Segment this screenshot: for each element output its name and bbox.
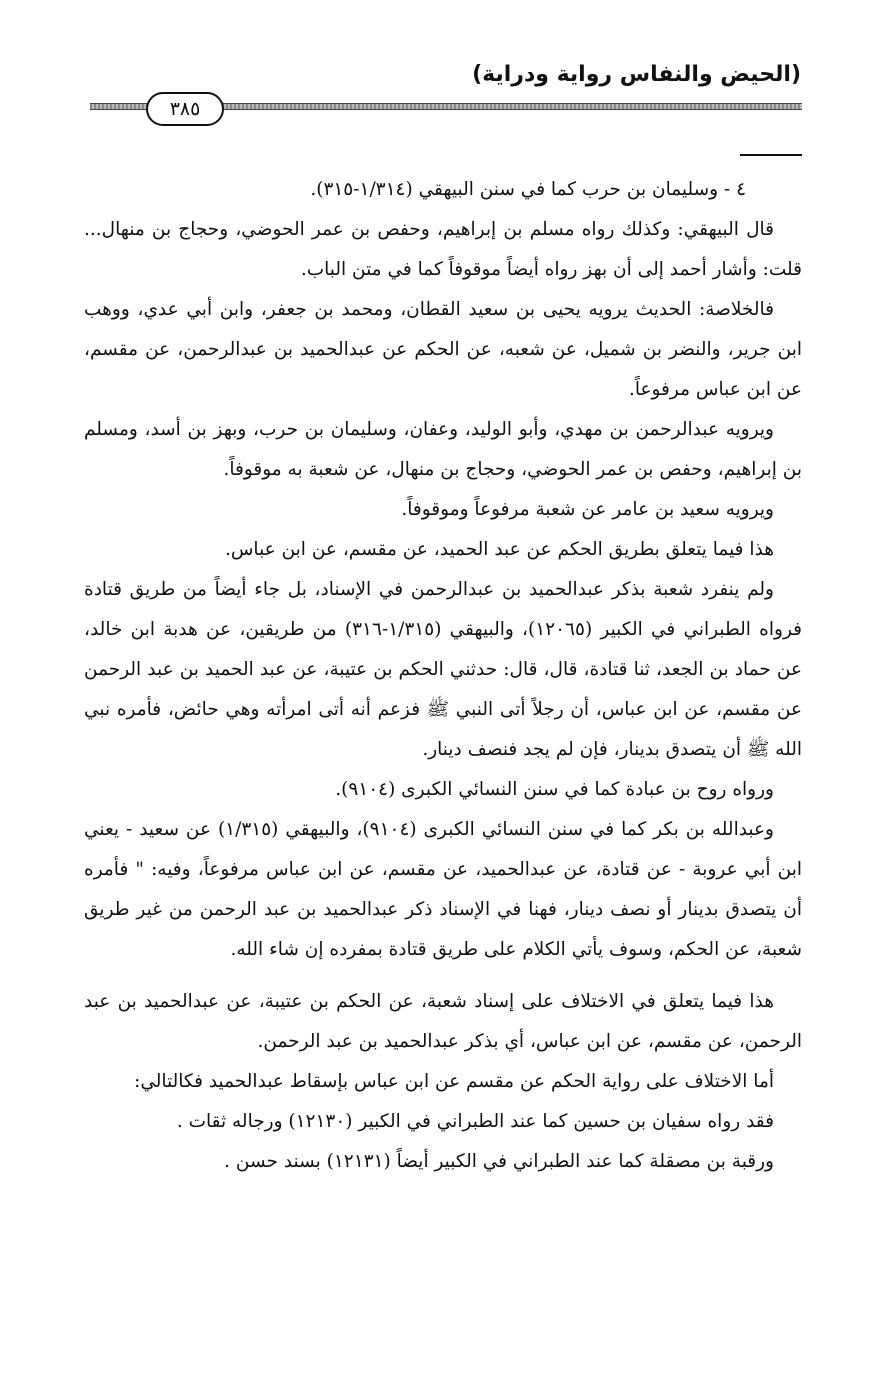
paragraph: ويرويه سعيد بن عامر عن شعبة مرفوعاً وموقوفاً. [401,499,774,520]
footnote-divider [740,154,802,156]
paragraph: ٤ - وسليمان بن حرب كما في سنن البيهقي (١/٣١٤-٣١٥). [310,179,746,200]
paragraph: ورواه روح بن عبادة كما في سنن النسائي الكبرى (٩١٠٤). [335,779,774,800]
paragraph: أما الاختلاف على رواية الحكم عن مقسم عن ابن عباس بإسقاط عبدالحميد فكالتالي: [134,1071,774,1092]
paragraph: هذا فيما يتعلق بطريق الحكم عن عبد الحميد، عن مقسم، عن ابن عباس. [224,539,774,560]
running-header-title: (الحيض والنفاس رواية ودراية) [472,62,801,87]
paragraph: فالخلاصة: الحديث يرويه يحيى بن سعيد القطان، ومحمد بن جعفر، وابن أبي عدي، ووهب ابن جرير، والنضر بن شميل، عن شعبه، عن الحكم عن عبدالحميد بن عبدالرحمن، عن مقسم، عن ابن عباس مرفوعاً. [84,299,802,400]
page-number: ٣٨٥ [146,92,224,126]
paragraph: وعبدالله بن بكر كما في سنن النسائي الكبرى (٩١٠٤)، والبيهقي (١/٣١٥) عن سعيد - يعني ابن أبي عروبة - عن قتادة، عن عبدالحميد، عن مقسم، عن ابن عباس مرفوعاً، وفيه: " فأمره أن يتصدق بدينار أو نصف دينار، فهنا في الإسناد ذكر عبدالحميد بن عبد الرحمن من غير طريق شعبة، عن الحكم، وسوف يأتي الكلام على طريق قتادة بمفرده إن شاء الله. [84,819,802,960]
paragraph: هذا فيما يتعلق في الاختلاف على إسناد شعبة، عن الحكم بن عتيبة، عن عبدالحميد بن عبد الرحمن، عن مقسم، عن ابن عباس، أي بذكر عبدالحميد بن عبد الرحمن. [84,991,802,1052]
paragraph: ولم ينفرد شعبة بذكر عبدالحميد بن عبدالرحمن في الإسناد، بل جاء أيضاً من طريق قتادة فرواه الطبراني في الكبير (١٢٠٦٥)، والبيهقي (١/٣١٥-٣١٦) من طريقين، عن هدبة ابن خالد، عن حماد بن الجعد، ثنا قتادة، قال، قال: حدثني الحكم بن عتيبة، عن عبد الحميد بن عبد الرحمن عن مقسم، عن ابن عباس، أن رجلاً أتى النبي ﷺ فزعم أنه أتى امرأته وهي حائض، فأمره نبي الله ﷺ أن يتصدق بدينار، فإن لم يجد فنصف دينار. [84,579,802,760]
page-body-text [84,170,802,1182]
paragraph: ويرويه عبدالرحمن بن مهدي، وأبو الوليد، وعفان، وسليمان بن حرب، وبهز بن أسد، ومسلم بن إبراهيم، وحفص بن عمر الحوضي، وحجاج بن منهال، عن شعبة به موقوفاً. [84,419,802,480]
paragraph: ورقبة بن مصقلة كما عند الطبراني في الكبير أيضاً (١٢١٣١) بسند حسن . [224,1151,774,1172]
paragraph: فقد رواه سفيان بن حسين كما عند الطبراني في الكبير (١٢١٣٠) ورجاله ثقات . [176,1111,774,1132]
paragraph: قال البيهقي: وكذلك رواه مسلم بن إبراهيم، وحفص بن عمر الحوضي، وحجاج بن منهال... قلت: وأشار أحمد إلى أن بهز رواه أيضاً موقوفاً كما في متن الباب. [84,219,802,280]
